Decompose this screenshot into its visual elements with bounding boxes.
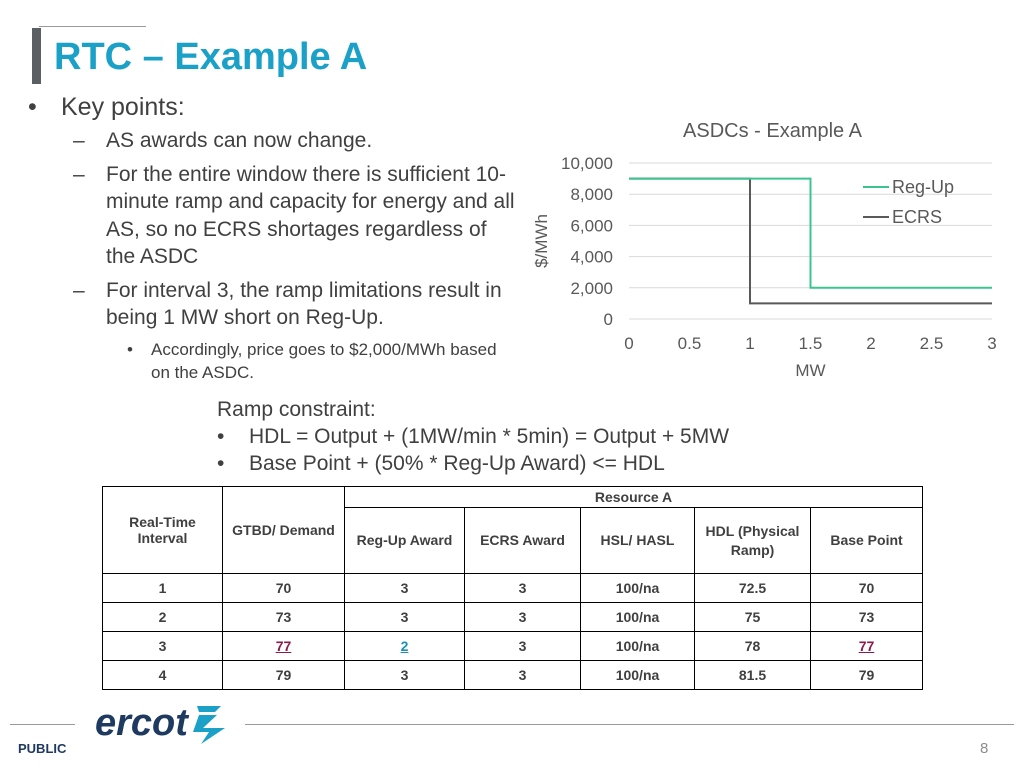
bullet-awards-change: – AS awards can now change. (25, 127, 515, 155)
legend-label: ECRS (892, 207, 943, 227)
cell: 75 (695, 603, 811, 632)
y-tick-label: 2,000 (570, 278, 613, 298)
bullet-price: • Accordingly, price goes to $2,000/MWh based on the ASDC. (127, 339, 497, 382)
cell: 100/na (581, 632, 695, 661)
col-reg-up-header: Reg-Up Award (345, 508, 465, 574)
x-tick-label: 0 (624, 334, 634, 353)
y-tick-label: 10,000 (561, 154, 613, 173)
logo-bolt-icon (193, 706, 225, 744)
cell: 3 (103, 632, 223, 661)
cell-highlight-reg-up: 2 (345, 632, 465, 661)
asdc-chart (520, 112, 1010, 384)
cell: 3 (465, 603, 581, 632)
cell: 100/na (581, 574, 695, 603)
bullet-marker: • (127, 339, 133, 359)
cell: 3 (465, 632, 581, 661)
logo-wordmark: ercot (95, 702, 188, 744)
slide-title: RTC – Example A (54, 36, 368, 78)
x-tick-label: 2 (866, 334, 876, 353)
col-hdl-header: HDL (Physical Ramp) (695, 508, 811, 574)
resource-table (102, 486, 923, 690)
resource-group-header: Resource A (345, 487, 923, 508)
y-tick-label: 8,000 (570, 185, 613, 205)
top-rule (39, 26, 146, 27)
x-tick-label: 1 (745, 334, 755, 353)
cell: 1 (103, 574, 223, 603)
dash-marker: – (73, 162, 85, 186)
cell: 70 (223, 574, 345, 603)
title-accent-bar (32, 28, 41, 84)
cell: 2 (103, 603, 223, 632)
cell: 72.5 (695, 574, 811, 603)
x-tick-label: 1.5 (798, 334, 823, 353)
cell-highlight-base-point: 77 (811, 632, 923, 661)
ercot-logo (93, 700, 233, 746)
y-tick-label: 0 (603, 310, 613, 329)
cell: 81.5 (695, 661, 811, 690)
col-base-point-header: Base Point (811, 508, 923, 574)
ramp-heading: Ramp constraint: (217, 398, 376, 421)
cell: 100/na (581, 661, 695, 690)
dash-marker: – (73, 278, 85, 302)
bullet-marker: • (217, 425, 225, 448)
cell: 4 (103, 661, 223, 690)
cell: 3 (345, 661, 465, 690)
table-row (103, 574, 923, 603)
cell-highlight-gtbd: 77 (223, 632, 345, 661)
legend-label: Reg-Up (892, 177, 955, 197)
col-interval-header: Real-Time Interval (103, 487, 223, 574)
cell: 79 (223, 661, 345, 690)
ramp-item-hdl: • HDL = Output + (1MW/min * 5min) = Output + 5MW (217, 425, 730, 448)
y-tick-label: 6,000 (570, 216, 613, 236)
chart-title: ASDCs - Example A (683, 120, 862, 142)
table-row (103, 603, 923, 632)
cell: 73 (223, 603, 345, 632)
cell: 78 (695, 632, 811, 661)
x-tick-label: 2.5 (919, 334, 944, 353)
cell: 79 (811, 661, 923, 690)
footer-rule-left (10, 724, 75, 725)
footer-rule-right (245, 724, 1014, 725)
bullet-marker: • (28, 93, 37, 121)
col-hsl-header: HSL/ HASL (581, 508, 695, 574)
classification-label: PUBLIC (18, 741, 67, 756)
x-tick-label: 0.5 (677, 334, 702, 353)
bullet-interval-3: – For interval 3, the ramp limitations result in being 1 MW short on Reg-Up. (73, 278, 502, 329)
x-tick-label: 3 (987, 334, 997, 353)
page-number: 8 (980, 740, 989, 757)
y-axis-label: $/MWh (532, 214, 551, 268)
table-row (103, 632, 923, 661)
bullet-sufficient-ramp: – For the entire window there is sufficient 10-minute ramp and capacity for energy and all AS, so no ECRS shortages regardless of the ASDC (73, 162, 515, 268)
cell: 3 (345, 574, 465, 603)
ramp-item-base-point: • Base Point + (50% * Reg-Up Award) <= HDL (217, 452, 665, 475)
cell: 73 (811, 603, 923, 632)
x-axis-label: MW (795, 361, 826, 380)
cell: 100/na (581, 603, 695, 632)
bullet-marker: • (217, 452, 225, 475)
y-tick-label: 4,000 (570, 247, 613, 267)
cell: 3 (345, 603, 465, 632)
cell: 70 (811, 574, 923, 603)
cell: 3 (465, 574, 581, 603)
col-gtbd-header: GTBD/ Demand (223, 487, 345, 574)
bullet-key-points: • Key points: (25, 90, 515, 124)
ramp-constraint (217, 396, 729, 477)
cell: 3 (465, 661, 581, 690)
table-row (103, 661, 923, 690)
dash-marker: – (73, 129, 85, 152)
bullet-list (25, 90, 515, 384)
col-ecrs-header: ECRS Award (465, 508, 581, 574)
